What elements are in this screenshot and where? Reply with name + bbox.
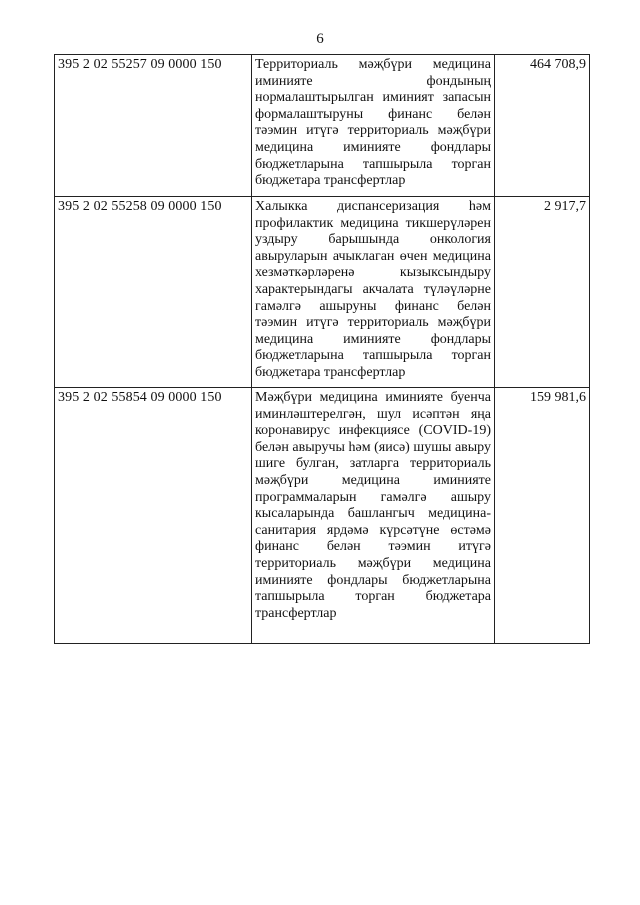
- table-row: [55, 55, 590, 197]
- budget-classification-code: 395 2 02 55257 09 0000 150: [55, 55, 252, 197]
- page-number: 6: [316, 31, 324, 47]
- budget-classification-code: 395 2 02 55854 09 0000 150: [55, 388, 252, 644]
- transfer-description: Халыкка диспансеризация һәм профилактик медицина тикшерүләрен уздыру барышында онкология авыруларын ачыклаган өчен медицина хезмәткәрләренә кызыксындыру характерындагы акчалата түләүләрне гамәлгә ашыруны финанс белән тәэмин итүгә территориаль мәҗбүри медицина иминияте фондлары бюджетларына тапшырыла торган бюджетара трансфертлар: [252, 197, 495, 388]
- budget-transfers-table: [54, 54, 590, 644]
- transfer-amount: 159 981,6: [495, 388, 590, 644]
- budget-classification-code: 395 2 02 55258 09 0000 150: [55, 197, 252, 388]
- table-row: [55, 197, 590, 388]
- table-row: [55, 388, 590, 644]
- transfer-amount: 2 917,7: [495, 197, 590, 388]
- transfer-amount: 464 708,9: [495, 55, 590, 197]
- transfer-description: Мәҗбүри медицина иминияте буенча иминләштерелгән, шул исәптән яңа коронавирус инфекциясе (COVID-19) белән авыручы һәм (яисә) шушы авыру шиге булган, затларга территориаль мәҗбүри медицина иминияте программаларын гамәлгә ашыру кысаларында башлангыч медицина-санитария ярдәмә күрсәтүне өстәмә финанс белән тәэмин итүгә территориаль мәҗбүри медицина иминияте фондлары бюджетларына тапшырыла торган бюджетара трансфертлар: [252, 388, 495, 644]
- transfer-description: Территориаль мәҗбүри медицина иминияте фондының нормалаштырылган иминият запасын формалаштыруны финанс белән тәэмин итүгә территориаль мәҗбүри медицина иминияте фондлары бюджетларына тапшырыла торган бюджетара трансфертлар: [252, 55, 495, 197]
